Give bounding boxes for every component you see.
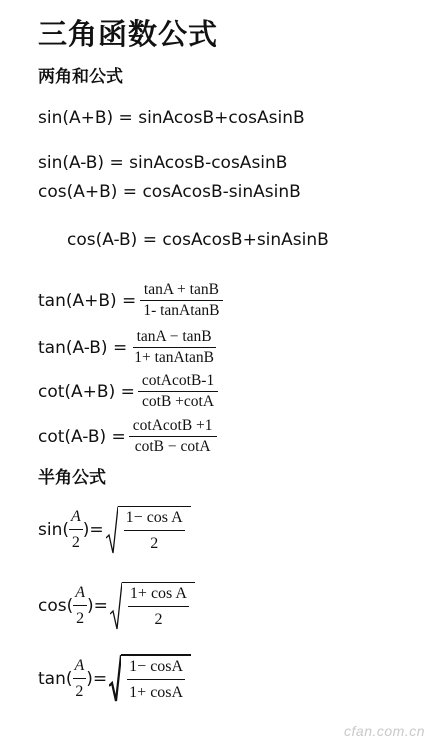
angle-fraction — [69, 507, 83, 553]
close-paren: )= — [87, 596, 108, 616]
close-paren: )= — [82, 520, 104, 540]
radicand — [121, 654, 191, 703]
angle-numerator: A — [73, 583, 87, 606]
fraction — [129, 417, 217, 456]
radicand-numerator: 1+ cos A — [128, 583, 189, 607]
angle-numerator: A — [69, 507, 83, 530]
formula-tan-diff — [38, 328, 218, 367]
function-name: tan( — [38, 668, 73, 689]
fraction-denominator: 1+ tanAtanB — [134, 349, 214, 366]
function-name: cos( — [38, 596, 74, 616]
angle-numerator: A — [73, 656, 87, 679]
formula-sin-sum: sin(A+B) = sinAcosB+cosAsinB — [38, 108, 305, 128]
radical — [110, 582, 195, 630]
fraction-numerator: cotAcotB +1 — [129, 417, 217, 437]
sum-section-heading: 两角和公式 — [38, 67, 123, 87]
formula-label: cot(A+B) = — [38, 381, 135, 402]
radical — [109, 654, 191, 703]
fraction-denominator: cotB +cotA — [142, 393, 215, 410]
radicand-numerator: 1− cos A — [124, 507, 185, 531]
formula-cot-sum — [38, 372, 218, 411]
watermark: cfan.com.cn — [344, 723, 425, 739]
radical-sign-icon — [110, 582, 122, 630]
formula-tan-half — [38, 654, 191, 703]
fraction-denominator: cotB − cotA — [134, 438, 211, 455]
fraction — [139, 281, 223, 320]
formula-cos-half — [38, 582, 195, 630]
formula-label: cot(A-B) = — [38, 426, 126, 447]
angle-fraction — [73, 583, 87, 629]
half-section-heading: 半角公式 — [38, 468, 106, 488]
formula-label: tan(A-B) = — [38, 337, 128, 358]
radicand-denominator: 2 — [154, 611, 163, 628]
radicand — [122, 582, 195, 630]
fraction-numerator: tanA − tanB — [133, 328, 216, 348]
function-name: sin( — [38, 520, 69, 540]
radical-sign-icon — [109, 654, 121, 702]
formula-sin-diff: sin(A-B) = sinAcosB-cosAsinB — [38, 153, 288, 173]
radical-sign-icon — [106, 506, 118, 554]
radical — [106, 506, 191, 554]
angle-denominator: 2 — [75, 682, 84, 700]
fraction — [130, 328, 218, 367]
radicand-numerator: 1− cosA — [127, 656, 185, 680]
radicand — [118, 506, 191, 554]
radicand-denominator: 2 — [150, 535, 159, 552]
formula-cos-diff: cos(A-B) = cosAcosB+sinAsinB — [67, 230, 329, 250]
radicand-denominator: 1+ cosA — [129, 684, 184, 701]
formula-cot-diff — [38, 417, 217, 456]
close-paren: )= — [86, 668, 108, 689]
formula-cos-sum: cos(A+B) = cosAcosB-sinAsinB — [38, 182, 301, 202]
fraction — [138, 372, 218, 411]
formula-label: tan(A+B) = — [38, 290, 137, 311]
fraction-denominator: 1- tanAtanB — [143, 302, 220, 319]
angle-fraction — [73, 656, 87, 702]
angle-denominator: 2 — [76, 610, 85, 627]
formula-tan-sum — [38, 281, 224, 320]
formula-sin-half — [38, 506, 191, 554]
page-title: 三角函数公式 — [38, 17, 219, 51]
fraction-numerator: tanA + tanB — [140, 281, 223, 301]
angle-denominator: 2 — [71, 534, 80, 551]
fraction-numerator: cotAcotB-1 — [138, 372, 218, 392]
